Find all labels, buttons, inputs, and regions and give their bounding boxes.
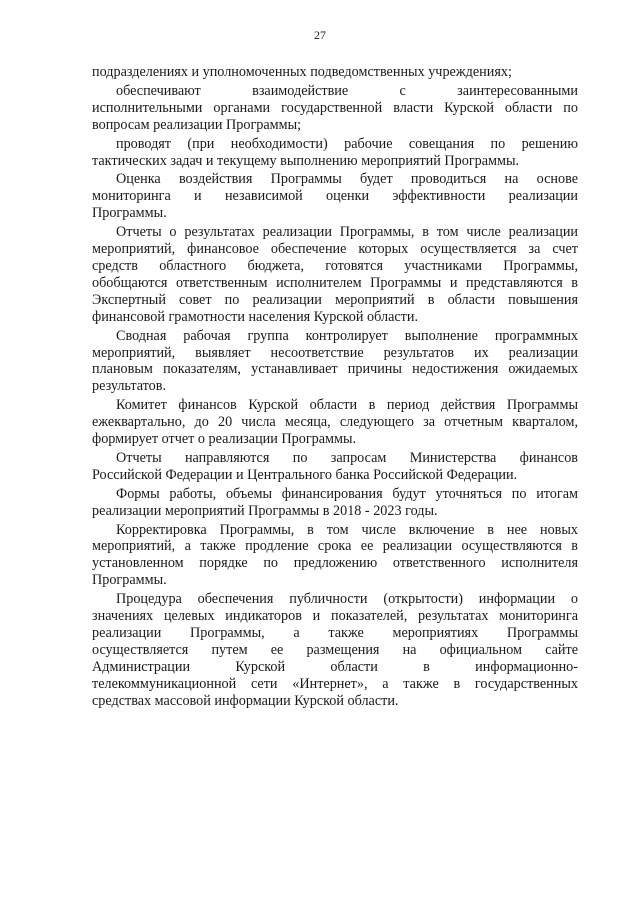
paragraph-p4 xyxy=(92,171,578,222)
text-line: вопросам реализации Программы; xyxy=(92,116,302,133)
text-line: Программы. xyxy=(92,572,167,589)
text-line: мониторинга и независимой оценки эффективности реализации xyxy=(92,188,578,205)
text-line: результатов. xyxy=(92,378,167,395)
text-line: установленном порядке по предложению ответственного исполнителя xyxy=(92,555,578,572)
text-line: средствах массовой информации Курской области. xyxy=(92,692,399,709)
text-line: обобщаются ответственным исполнителем Программы и представляются в xyxy=(92,274,578,291)
paragraph-p2 xyxy=(92,83,578,134)
text-line: Российской Федерации и Центрального банка Российской Федерации. xyxy=(92,466,518,483)
text-line: реализации мероприятий Программы в 2018 - 2023 годы. xyxy=(92,502,438,519)
text-line: финансовой грамотности населения Курской области. xyxy=(92,308,419,325)
text-line: Комитет финансов Курской области в период действия Программы xyxy=(116,397,578,414)
text-line: подразделениях и уполномоченных подведомственных учреждениях; xyxy=(92,64,512,80)
text-line: исполнительными органами государственной власти Курской области по xyxy=(92,99,578,116)
text-line: телекоммуникационной сети «Интернет», а также в государственных xyxy=(92,675,578,692)
paragraph-p6 xyxy=(92,328,578,396)
text-line: Сводная рабочая группа контролирует выполнение программных xyxy=(116,327,578,344)
paragraph-p9 xyxy=(92,486,578,520)
text-line: Отчеты о результатах реализации Программы, в том числе реализации xyxy=(116,224,578,241)
text-line: Администрации Курской области в информационно- xyxy=(92,658,578,675)
paragraph-p11 xyxy=(92,591,578,709)
text-line: Формы работы, объемы финансирования будут уточняться по итогам xyxy=(116,485,578,502)
paragraph-p1 xyxy=(92,64,578,81)
text-line: плановым показателям, устанавливает причины недостижения ожидаемых xyxy=(92,361,578,378)
text-line: ежеквартально, до 20 числа месяца, следующего за отчетным кварталом, xyxy=(92,414,578,431)
paragraph-p3 xyxy=(92,136,578,170)
paragraph-p7 xyxy=(92,397,578,448)
text-line: мероприятий, выявляет несоответствие результатов их реализации xyxy=(92,344,578,361)
text-line: реализации Программы, а также мероприятиях Программы xyxy=(92,625,578,641)
paragraph-p8 xyxy=(92,450,578,484)
text-line: средств областного бюджета, готовятся участниками Программы, xyxy=(92,257,578,274)
text-line: проводят (при необходимости) рабочие совещания по решению xyxy=(116,135,578,152)
page-number: 27 xyxy=(314,28,326,42)
text-line: Отчеты направляются по запросам Министерства финансов xyxy=(116,449,578,466)
text-line: Программы. xyxy=(92,205,167,222)
text-line: Оценка воздействия Программы будет проводиться на основе xyxy=(116,171,578,188)
document-body xyxy=(92,64,578,712)
text-line: формирует отчет о реализации Программы. xyxy=(92,431,357,448)
text-line: осуществляется путем ее размещения на официальном сайте xyxy=(92,641,578,658)
text-line: Экспертный совет по реализации мероприятий в области повышения xyxy=(92,291,578,308)
paragraph-p10 xyxy=(92,522,578,590)
text-line: Процедура обеспечения публичности (открытости) информации о xyxy=(116,591,578,608)
paragraph-p5 xyxy=(92,224,578,325)
text-line: мероприятий, а также продление срока ее реализации осуществляются в xyxy=(92,538,578,555)
text-line: обеспечивают взаимодействие с заинтересованными xyxy=(116,82,578,99)
text-line: тактических задач и текущему выполнению мероприятий Программы. xyxy=(92,152,520,169)
text-line: Корректировка Программы, в том числе включение в нее новых xyxy=(116,521,578,538)
text-line: значениях целевых индикаторов и показателей, результатах мониторинга xyxy=(92,608,578,625)
text-line: мероприятий, финансовое обеспечение которых осуществляется за счет xyxy=(92,241,578,258)
